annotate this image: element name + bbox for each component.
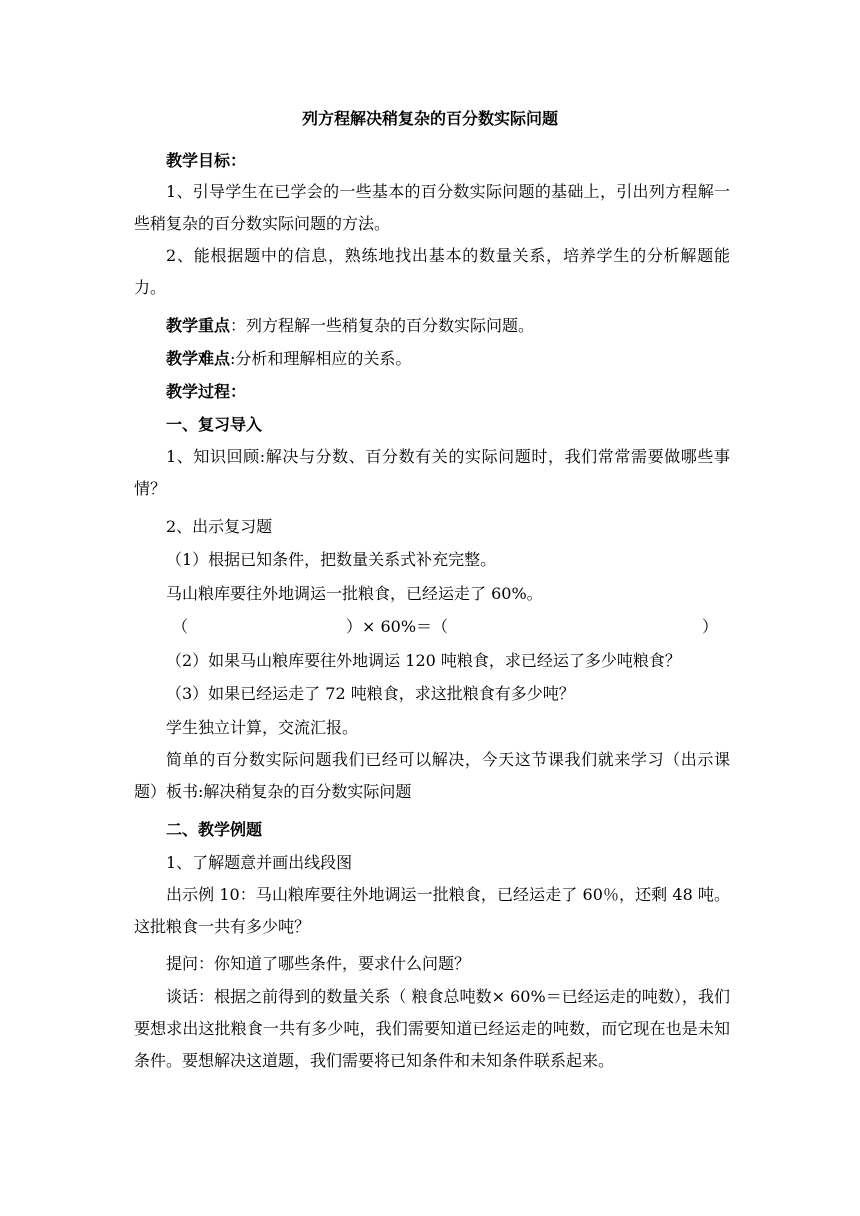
- talk: 谈话：根据之前得到的数量关系（ 粮食总吨数× 60%＝已经运走的吨数），我们要想求出这批粮食一共有多少吨，我们需要知道已经运走的吨数，而它现在也是未知条件。要想解决这道题，我们需要将已知条件和未知条件联系起来。: [134, 987, 730, 1070]
- review-problem: 马山粮库要往外地调运一批粮食，已经运走了 60%。: [166, 584, 543, 603]
- goal-1: 1、引导学生在已学会的一些基本的百分数实际问题的基础上，引出列方程解一些稍复杂的百分数实际问题的方法。: [134, 182, 730, 233]
- review-2-sub3: （3）如果已经运走了 72 吨粮食，求这批粮食有多少吨？: [166, 684, 575, 703]
- difficulty: [166, 348, 411, 370]
- relation-blank-row: [172, 616, 720, 638]
- intro-text: 简单的百分数实际问题我们已经可以解决，今天这节课我们就来学习（出示课题）板书:解决稍复杂的百分数实际问题: [134, 750, 730, 801]
- key-point-text: ：列方程解一些稍复杂的百分数实际问题。: [230, 316, 535, 335]
- review-1: 1、知识回顾:解决与分数、百分数有关的实际问题时，我们常常需要做哪些事情？: [134, 447, 730, 498]
- review-2: 2、出示复习题: [166, 517, 273, 536]
- review-2-sub2: （2）如果马山粮库要往外地调运 120 吨粮食，求已经运了多少吨粮食？: [166, 651, 681, 670]
- section-2-heading: 二、教学例题: [166, 820, 263, 839]
- difficulty-text: :分析和理解相应的关系。: [230, 349, 412, 368]
- blank-open: （: [172, 617, 189, 636]
- blank-middle: ）× 60%＝（: [346, 617, 449, 636]
- document-title: 列方程解决稍复杂的百分数实际问题: [301, 109, 558, 128]
- example-step-1: 1、了解题意并画出线段图: [166, 853, 353, 872]
- key-point: [166, 315, 534, 337]
- example-10: 出示例 10：马山粮库要往外地调运一批粮食，已经运走了 60％，还剩 48 吨。这批粮食一共有多少吨？: [134, 885, 730, 936]
- process-heading: 教学过程：: [166, 382, 247, 401]
- goals-heading: 教学目标：: [166, 151, 247, 170]
- blank-close: ）: [702, 617, 719, 636]
- review-2-sub1: （1）根据已知条件，把数量关系式补充完整。: [166, 550, 497, 569]
- difficulty-label: 教学难点: [166, 349, 231, 368]
- section-1-heading: 一、复习导入: [166, 415, 263, 434]
- goal-2: 2、能根据题中的信息，熟练地找出基本的数量关系，培养学生的分析解题能力。: [134, 246, 730, 297]
- key-point-label: 教学重点: [166, 316, 231, 335]
- question: 提问：你知道了哪些条件，要求什么问题？: [166, 954, 471, 973]
- student-work: 学生独立计算，交流汇报。: [166, 718, 359, 737]
